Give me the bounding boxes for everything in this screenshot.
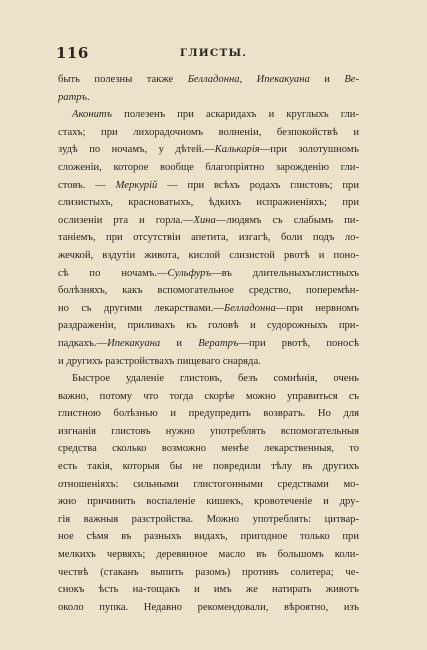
italic-term: Аконитъ <box>72 109 113 121</box>
text-line <box>58 440 359 458</box>
text-line <box>58 370 359 388</box>
text-line <box>58 212 359 230</box>
text-line <box>58 194 359 212</box>
text-run: средства сколько возможно менѣе лекарственныя, то <box>58 443 359 455</box>
text-line <box>58 581 359 599</box>
text-run: важно, потому что тогда скорѣе можно управиться съ <box>58 390 359 402</box>
italic-term: Ипекакуана <box>256 74 310 85</box>
text-run: ослизеніи рта и горла.— <box>58 214 194 226</box>
text-line <box>58 124 359 142</box>
text-run: —при рвотѣ, поносѣ <box>238 337 359 349</box>
text-run: жно причинить воспаленіе кишекъ, кровотеченіе и дру- <box>58 496 359 508</box>
text-run: полезенъ при аскаридахъ и круглыхъ гли- <box>112 109 359 121</box>
text-run: зудѣ по ночамъ, у дѣтей.— <box>58 144 215 156</box>
text-run: около пупка. Недавно рекомендовали, вѣроятно, изъ <box>58 601 359 613</box>
italic-term: Калькарія <box>214 144 260 156</box>
text-run: есть такія, которыя бы не повредили тѣлу въ другихъ <box>58 461 359 473</box>
italic-term: Вератръ <box>198 337 239 349</box>
text-run: и другихъ разстройствахъ пищеваго снаряда. <box>58 355 261 367</box>
text-run: таніемъ, при отсутствіи апетита, изгагѣ, боли подъ ло- <box>58 232 359 244</box>
text-run: —при золотушномъ <box>259 144 359 156</box>
text-run: снокъ ѣсть на-тощакъ и имъ же натирать животъ <box>58 584 359 596</box>
text-run: . <box>87 91 90 103</box>
italic-term: Белладонна <box>187 74 240 85</box>
text-line <box>58 159 359 177</box>
text-line <box>58 458 359 476</box>
text-line <box>58 353 359 371</box>
italic-term: Белладонна <box>223 302 276 314</box>
text-run: Быстрое удаленіе глистовъ, безъ сомнѣнія, очень <box>72 373 359 385</box>
text-run: стовъ. — <box>58 179 116 191</box>
text-run: —въ длительныхъглистныхъ <box>210 267 359 279</box>
text-run: изгнанія глистовъ нужно употреблять вспомогательныя <box>58 425 359 437</box>
text-line <box>58 247 359 265</box>
text-run: глистною болѣзнью и предупредить возвратъ. Но для <box>58 408 359 420</box>
text-run: но съ другими лекарствами.— <box>58 302 224 314</box>
italic-term: Хина <box>193 214 216 226</box>
running-head: ГЛИСТЫ. <box>179 47 248 59</box>
text-run: и <box>309 74 345 85</box>
text-line <box>58 564 359 582</box>
text-line <box>58 300 359 318</box>
text-line <box>58 388 359 406</box>
text-run: слизистыхъ, красноватыхъ, ѣдкихъ испражненіяхъ; при <box>58 197 359 209</box>
text-run: чествѣ (стаканъ выпить разомъ) противъ солитера; че- <box>58 566 359 578</box>
italic-term: Сульфуръ <box>167 267 211 279</box>
text-run: быть полезны также <box>58 74 188 85</box>
text-line <box>58 528 359 546</box>
text-line <box>58 511 359 529</box>
text-line <box>58 546 359 564</box>
text-run: ное сѣмя въ разныхъ видахъ, пригодное только при <box>58 531 359 543</box>
text-run: , <box>239 74 257 85</box>
text-run: отношеніяхъ: сильными глистогонными средствами мо- <box>58 478 359 490</box>
text-line <box>58 317 359 335</box>
italic-term: Меркурій <box>115 179 158 191</box>
text-line <box>58 89 359 107</box>
text-run: стахъ; при лихорадочномъ волненіи, безпокойствѣ и <box>58 126 359 138</box>
text-line <box>58 106 359 124</box>
text-line <box>58 141 359 159</box>
text-run: —при нервномъ <box>275 302 359 314</box>
text-run: болѣзняхъ, какъ вспомогательное средство, поперемѣн- <box>58 285 359 297</box>
text-run: сложеніи, которое вообще благопріятно зарожденію гли- <box>58 161 359 173</box>
text-line <box>58 335 359 353</box>
text-line <box>58 282 359 300</box>
text-line <box>58 476 359 494</box>
text-run: падкахъ.— <box>58 337 108 349</box>
text-line <box>58 229 359 247</box>
text-run: — при всѣхъ родахъ глистовъ; при <box>157 179 359 191</box>
italic-term: Ипекакуана <box>107 337 161 349</box>
text-line <box>58 71 359 89</box>
italic-term: ратръ <box>58 91 88 103</box>
text-line <box>58 177 359 195</box>
text-line <box>58 423 359 441</box>
text-line <box>58 265 359 283</box>
text-run: гія важныя разстройства. Можно употреблять: цитвар- <box>58 513 359 525</box>
page-number: 116 <box>56 44 89 62</box>
text-run: мелкихъ червяхъ; деревянное масло въ большомъ коли- <box>58 549 359 561</box>
italic-term: Ве- <box>344 74 359 85</box>
text-line <box>58 493 359 511</box>
text-run: жечкой, вздутіи живота, кислой слизистой рвотѣ и поно- <box>58 249 359 261</box>
body-text <box>58 71 359 616</box>
text-run: и <box>160 337 199 349</box>
text-run: сѣ по ночамъ.— <box>58 267 168 279</box>
text-run: —людямъ съ слабымъ пи- <box>215 214 359 226</box>
text-line <box>58 405 359 423</box>
text-line <box>58 599 359 617</box>
text-run: раздраженіи, приливахъ къ головѣ и судорожныхъ при- <box>58 320 359 332</box>
